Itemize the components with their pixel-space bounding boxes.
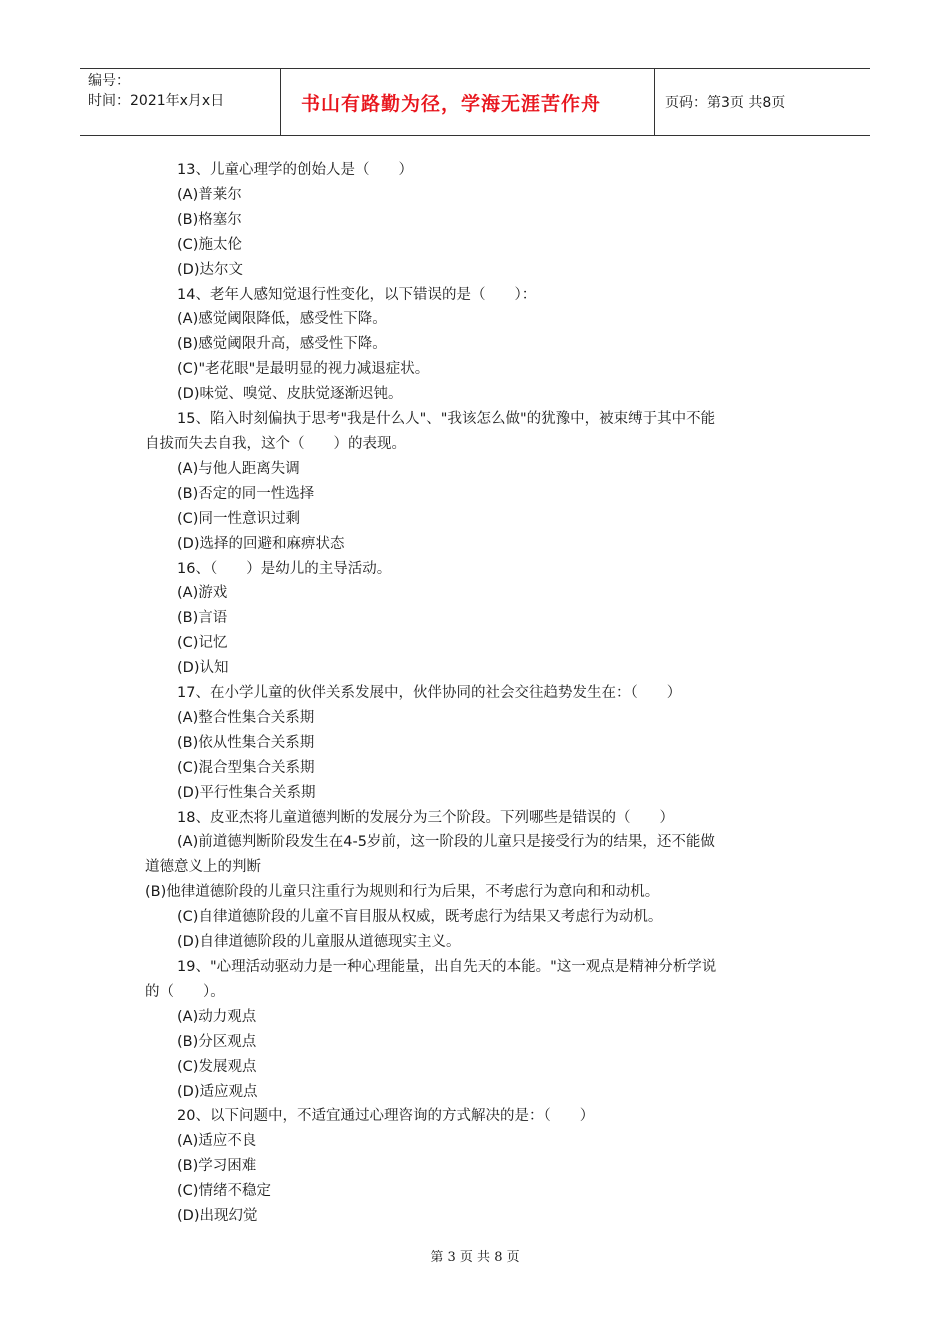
text-continuation: 道德意义上的判断 xyxy=(145,859,261,876)
answer-option: (A)整合性集合关系期 xyxy=(177,709,315,726)
text-continuation: 自拔而失去自我，这个（ ）的表现。 xyxy=(145,435,406,452)
header-meta xyxy=(80,69,281,135)
answer-option: (A)游戏 xyxy=(177,585,228,602)
answer-option: (C)发展观点 xyxy=(177,1058,257,1075)
question-stem: 18、皮亚杰将儿童道德判断的发展分为三个阶段。下列哪些是错误的（ ） xyxy=(177,809,674,826)
answer-option: (C)情绪不稳定 xyxy=(177,1183,271,1200)
answer-option: (A)前道德判断阶段发生在4-5岁前，这一阶段的儿童只是接受行为的结果，还不能做 xyxy=(177,834,715,851)
answer-option: (C)同一性意识过剩 xyxy=(177,510,300,527)
answer-option: (B)学习困难 xyxy=(177,1158,257,1175)
answer-option: (B)依从性集合关系期 xyxy=(177,734,315,751)
header-page-number: 页码：第3页 共8页 xyxy=(665,95,786,111)
document-time-label: 时间：2021年x月x日 xyxy=(88,93,225,109)
answer-option: (D)选择的回避和麻痹状态 xyxy=(177,535,345,552)
question-list xyxy=(145,158,810,1229)
question-stem: 14、老年人感知觉退行性变化，以下错误的是（ ）： xyxy=(177,286,537,303)
answer-option: (C)自律道德阶段的儿童不盲目服从权威，既考虑行为结果又考虑行为动机。 xyxy=(177,909,663,926)
answer-option: (C)记忆 xyxy=(177,635,228,652)
document-number-label: 编号： xyxy=(88,73,130,89)
answer-option: (B)分区观点 xyxy=(177,1033,257,1050)
answer-option: (D)味觉、嗅觉、皮肤觉逐渐迟钝。 xyxy=(177,386,403,403)
question-stem: 17、在小学儿童的伙伴关系发展中，伙伴协同的社会交往趋势发生在：（ ） xyxy=(177,685,682,702)
header-motto: 书山有路勤为径，学海无涯苦作舟 xyxy=(301,92,602,115)
question-stem: 13、儿童心理学的创始人是（ ） xyxy=(177,162,413,178)
answer-option: (A)动力观点 xyxy=(177,1008,257,1025)
answer-option: (D)出现幻觉 xyxy=(177,1208,258,1225)
answer-option: (D)认知 xyxy=(177,660,229,677)
answer-option: (C)施太伦 xyxy=(177,236,242,253)
answer-option: (C)"老花眼"是最明显的视力减退症状。 xyxy=(177,361,430,378)
answer-option: (B)格塞尔 xyxy=(177,211,242,228)
header-page-cell xyxy=(655,69,870,135)
question-stem: 20、以下问题中，不适宜通过心理咨询的方式解决的是：（ ） xyxy=(177,1108,595,1125)
answer-option: (B)否定的同一性选择 xyxy=(177,485,315,502)
question-stem: 16、（ ）是幼儿的主导活动。 xyxy=(177,560,392,577)
answer-option: (B)感觉阈限升高，感受性下降。 xyxy=(177,336,387,353)
answer-option: (B)言语 xyxy=(177,610,228,627)
question-stem: 19、"心理活动驱动力是一种心理能量，出自先天的本能。"这一观点是精神分析学说 xyxy=(177,959,717,975)
answer-option: (D)平行性集合关系期 xyxy=(177,784,316,801)
page-footer: 第 3 页 共 8 页 xyxy=(430,1250,520,1265)
answer-option: (A)适应不良 xyxy=(177,1133,257,1150)
answer-option: (A)与他人距离失调 xyxy=(177,460,300,477)
text-continuation: (B)他律道德阶段的儿童只注重行为规则和行为后果，不考虑行为意向和和动机。 xyxy=(145,884,660,901)
answer-option: (A)普莱尔 xyxy=(177,186,242,203)
header-motto-cell xyxy=(281,69,655,135)
question-stem: 15、陷入时刻偏执于思考"我是什么人"、"我该怎么做"的犹豫中，被束缚于其中不能 xyxy=(177,411,716,428)
answer-option: (C)混合型集合关系期 xyxy=(177,759,315,776)
text-continuation: 的（ ）。 xyxy=(145,983,225,1000)
answer-option: (D)达尔文 xyxy=(177,261,243,278)
answer-option: (D)适应观点 xyxy=(177,1083,258,1100)
answer-option: (D)自律道德阶段的儿童服从道德现实主义。 xyxy=(177,934,461,951)
answer-option: (A)感觉阈限降低，感受性下降。 xyxy=(177,311,387,328)
page-header xyxy=(80,68,870,136)
